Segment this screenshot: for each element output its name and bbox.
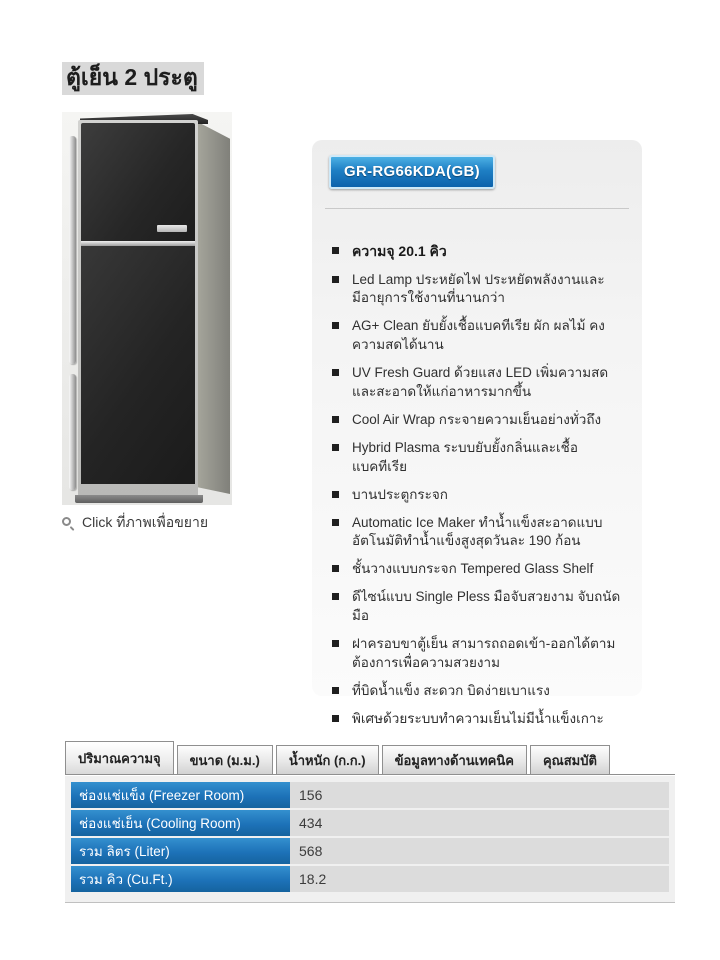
spec-row-label: ช่องแช่แข็ง (Freezer Room) <box>71 782 290 808</box>
spec-tab[interactable]: คุณสมบัติ <box>530 745 610 774</box>
product-info-panel <box>312 140 642 726</box>
feature-text: ดีไซน์แบบ Single Pless มือจับสวยงาม จับถนัดมือ <box>352 589 621 624</box>
fridge-handle-bottom <box>69 374 76 490</box>
feature-list <box>332 242 630 738</box>
feature-text: Hybrid Plasma ระบบยับยั้งกลิ่นและเชื้อแบคทีเรีย <box>352 439 578 474</box>
spec-tab[interactable]: น้ำหนัก (ก.ก.) <box>276 745 379 774</box>
feature-item <box>332 588 630 626</box>
feature-text: Led Lamp ประหยัดไฟ ประหยัดพลังงานและมีอายุการใช้งานที่นานกว่า <box>352 271 605 306</box>
spec-tab[interactable]: ข้อมูลทางด้านเทคนิค <box>382 745 527 774</box>
bullet-square-icon <box>332 640 339 647</box>
magnifier-icon <box>62 517 75 530</box>
bullet-square-icon <box>332 687 339 694</box>
spec-table <box>65 776 675 903</box>
feature-item <box>332 411 630 430</box>
fridge-handle-top <box>69 136 76 364</box>
image-caption-text: Click ที่ภาพเพื่อขยาย <box>82 514 209 530</box>
feature-text: AG+ Clean ยับยั้งเชื้อแบคทีเรีย ผัก ผลไม้ คงความสดได้นาน <box>352 318 605 353</box>
table-row <box>71 810 669 836</box>
feature-text: บานประตูกระจก <box>352 486 448 502</box>
spec-row-value: 18.2 <box>290 866 669 892</box>
fridge-base <box>75 495 203 503</box>
feature-item <box>332 271 630 309</box>
bullet-square-icon <box>332 593 339 600</box>
bullet-square-icon <box>332 565 339 572</box>
feature-item <box>332 514 630 552</box>
spec-row-label: รวม คิว (Cu.Ft.) <box>71 866 290 892</box>
spec-tab[interactable]: ขนาด (ม.ม.) <box>177 745 273 774</box>
table-row <box>71 838 669 864</box>
product-image[interactable] <box>62 112 232 505</box>
spec-tab[interactable]: ปริมาณความจุ <box>65 741 174 774</box>
bullet-square-icon <box>332 322 339 329</box>
spec-row-label: ช่องแช่เย็น (Cooling Room) <box>71 810 290 836</box>
fridge-front <box>78 120 198 496</box>
bullet-square-icon <box>332 715 339 722</box>
spec-tab-strip <box>65 741 675 775</box>
feature-text: Cool Air Wrap กระจายความเย็นอย่างทั่วถึง <box>352 411 602 427</box>
feature-item <box>332 317 630 355</box>
feature-text: UV Fresh Guard ด้วยแสง LED เพิ่มความสด และสะอาดให้แก่อาหารมากขึ้น <box>352 365 609 400</box>
table-row <box>71 866 669 892</box>
feature-item <box>332 364 630 402</box>
feature-item <box>332 710 630 729</box>
bullet-square-icon <box>332 491 339 498</box>
fridge-side-panel <box>194 120 230 494</box>
feature-item <box>332 682 630 701</box>
fridge-door-badge <box>157 225 187 232</box>
spec-row-label: รวม ลิตร (Liter) <box>71 838 290 864</box>
feature-item <box>332 560 630 579</box>
feature-text: ความจุ 20.1 คิว <box>352 243 447 259</box>
image-caption <box>62 512 208 534</box>
feature-item <box>332 439 630 477</box>
feature-item <box>332 486 630 505</box>
fridge-main-door <box>81 246 195 484</box>
feature-text: พิเศษด้วยระบบทำความเย็นไม่มีน้ำแข็งเกาะ <box>352 710 604 726</box>
panel-divider <box>325 208 629 209</box>
fridge-freezer-door <box>81 123 195 241</box>
spec-row-value: 434 <box>290 810 669 836</box>
feature-item <box>332 635 630 673</box>
feature-text: ชั้นวางแบบกระจก Tempered Glass Shelf <box>352 561 594 577</box>
feature-text: Automatic Ice Maker ทำน้ำแข็งสะอาดแบบอัตโนมัติทำน้ำแข็งสูงสุดวันละ 190 ก้อน <box>352 514 603 549</box>
bullet-square-icon <box>332 416 339 423</box>
model-badge: GR-RG66KDA(GB) <box>329 155 495 189</box>
bullet-square-icon <box>332 276 339 283</box>
page-title: ตู้เย็น 2 ประตู <box>62 62 204 95</box>
feature-text: ที่บิดน้ำแข็ง สะดวก บิดง่ายเบาแรง <box>352 682 550 698</box>
table-row <box>71 782 669 808</box>
bullet-square-icon <box>332 247 339 254</box>
bullet-square-icon <box>332 444 339 451</box>
bullet-square-icon <box>332 519 339 526</box>
bullet-square-icon <box>332 369 339 376</box>
spec-row-value: 156 <box>290 782 669 808</box>
feature-text: ฝาครอบขาตู้เย็น สามารถถอดเข้า-ออกได้ตามต้องการเพื่อความสวยงาม <box>352 635 616 670</box>
feature-item <box>332 242 630 262</box>
spec-row-value: 568 <box>290 838 669 864</box>
